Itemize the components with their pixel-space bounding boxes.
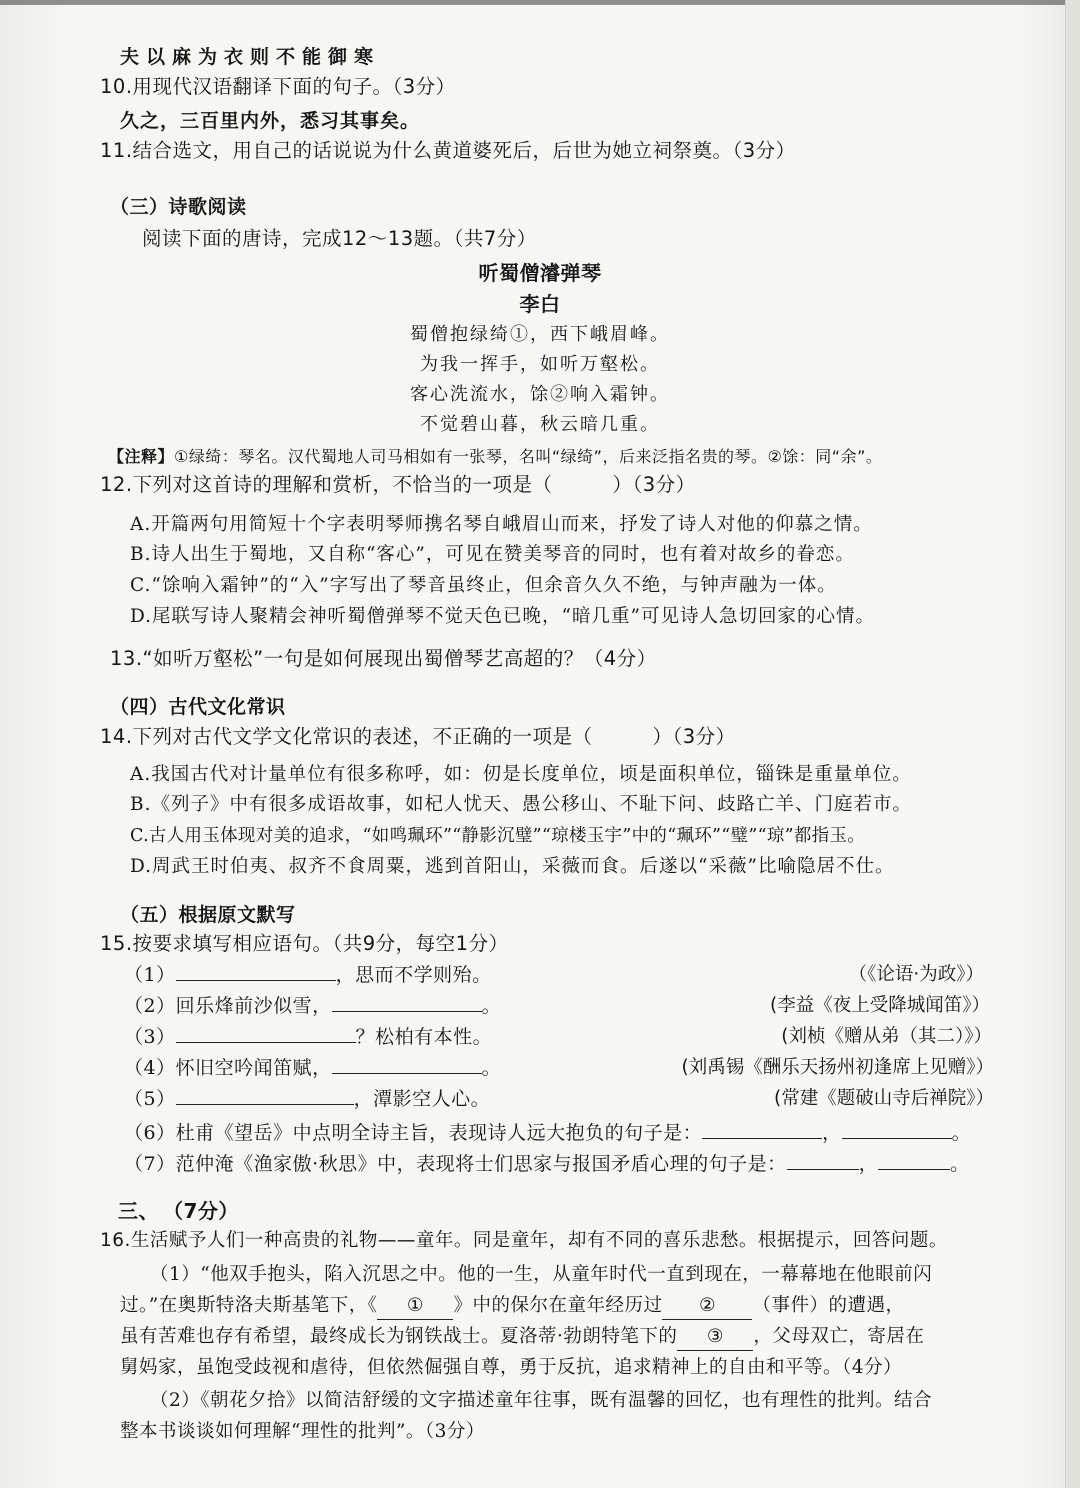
q16-text: 虽有苦难也存有希望，最终成长为钢铁战士。夏洛蒂·勃朗特笔下的 [120,1326,678,1347]
q15-prompt: 15.按要求填写相应语句。（共9分，每空1分） [100,932,509,955]
dictation-item-1 [124,962,492,988]
item-text: 。 [951,1122,972,1144]
poem-annotation [108,444,882,470]
answer-blank[interactable] [332,993,482,1012]
q16-part2-line1: （2）《朝花夕拾》以简洁舒缓的文字描述童年往事，既有温馨的回忆，也有理性的批判。结合 [150,1390,933,1411]
poem-line: 客心洗流水，馀②响入霜钟。 [410,384,670,405]
answer-blank[interactable] [176,962,336,981]
answer-blank-2[interactable]: ② [662,1293,752,1320]
item-number: （6） [124,1122,176,1144]
item-text: 回乐烽前沙似雪， [175,995,332,1017]
item-number: （5） [124,1088,176,1110]
answer-blank-1[interactable]: ① [377,1293,453,1320]
answer-blank[interactable] [878,1151,950,1170]
item-text: 范仲淹《渔家傲·秋思》中，表现将士们思家与报国矛盾心理的句子是： [175,1153,787,1175]
answer-blank[interactable] [787,1151,859,1170]
item-text: ，思而不学则殆。 [335,964,492,986]
item-text: 杜甫《望岳》中点明全诗主旨，表现诗人远大抱负的句子是： [175,1122,703,1144]
annotation-text: ①绿绮：琴名。汉代蜀地人司马相如有一张琴，名叫“绿绮”，后来泛指名贵的琴。②馀：同“余”。 [174,447,883,466]
item-text: ， [858,1153,879,1175]
section-3-heading [118,1198,239,1224]
poem-line: 不觉碧山暮，秋云暗几重。 [420,414,660,435]
q16-text: 过。”在奥斯特洛夫斯基笔下，《 [120,1295,378,1316]
section-dictation-heading: （五）根据原文默写 [120,904,296,926]
q14-option-d: D.周武王时伯夷、叔齐不食周粟，逃到首阳山，采薇而食。后遂以“采薇”比喻隐居不仕。 [130,856,895,877]
answer-blank[interactable] [332,1055,482,1074]
section-culture-heading: （四）古代文化常识 [110,696,286,718]
q16-part1-line2 [120,1293,905,1320]
q12-prompt: 12.下列对这首诗的理解和赏析，不恰当的一项是（ ）（3分） [100,473,696,496]
q12-option-c: C.“馀响入霜钟”的“入”字写出了琴音虽终止，但余音久久不绝，与钟声融为一体。 [130,575,837,596]
q14-option-b: B.《列子》中有很多成语故事，如杞人忧天、愚公移山、不耻下问、歧路亡羊、门庭若市。 [130,794,912,815]
item-text: 。 [481,1057,502,1079]
q16-part1-line4: 舅妈家，虽饱受歧视和虐待，但依然倔强自尊，勇于反抗，追求精神上的自由和平等。（4分） [120,1357,903,1378]
item-text: 。 [950,1153,970,1175]
q10-prompt: 10.用现代汉语翻译下面的句子。（3分） [100,75,456,98]
poem-title: 听蜀僧濬弹琴 [478,261,602,285]
annotation-label: 【注释】 [108,447,175,466]
q12-option-b: B.诗人出生于蜀地，又自称“客心”，可见在赞美琴音的同时，也有着对故乡的眷恋。 [130,544,855,565]
q14-option-c: C.古人用玉体现对美的追求，“如鸣珮环”“静影沉璧”“琼楼玉宇”中的“珮环”“璧”“琼”都指玉。 [130,826,866,846]
item-number: （1） [124,964,176,986]
dictation-item-3 [124,1024,492,1050]
item-number: （3） [124,1026,176,1048]
poem-author: 李白 [519,292,561,316]
dictation-item-7 [124,1151,970,1177]
dictation-item-5 [124,1086,490,1112]
item-text: 怀旧空吟闻笛赋， [175,1057,332,1079]
item-text: ？松柏有本性。 [355,1026,493,1048]
item-number: （7） [124,1153,176,1175]
poetry-intro: 阅读下面的唐诗，完成12～13题。（共7分） [142,227,537,250]
dictation-source-2: (李益《夜上受降城闻笛》） [770,995,990,1016]
section-3-number: 三、 [118,1199,159,1223]
answer-blank[interactable] [702,1120,822,1139]
scan-top-edge [0,0,1080,5]
dictation-source-1: （《论语·为政》） [848,964,984,985]
q16-text: ，父母双亡，寄居在 [753,1326,925,1347]
item-text: 。 [481,995,502,1017]
q16-part1-line1: （1）“他双手抱头，陷入沉思之中。他的一生，从童年时代一直到现在，一幕幕地在他眼前闪 [150,1264,933,1285]
item-text: ， [822,1122,842,1144]
dictation-item-4 [124,1055,501,1081]
q16-text: 》中的保尔在童年经历过 [453,1295,663,1316]
answer-blank[interactable] [176,1086,354,1105]
classical-excerpt-line: 夫以麻为衣则不能御寒 [120,46,381,68]
dictation-source-5: (常建《题破山寺后禅院》） [774,1088,994,1109]
q10-sentence: 久之，三百里内外，悉习其事矣。 [120,110,421,132]
item-number: （2） [124,995,176,1017]
dictation-source-4: (刘禹锡《酬乐天扬州初逢席上见赠》） [681,1057,994,1078]
q14-option-a: A.我国古代对计量单位有很多称呼，如：仞是长度单位，顷是面积单位，锱铢是重量单位。 [130,764,912,785]
q12-option-d: D.尾联写诗人聚精会神听蜀僧弹琴不觉天色已晚，“暗几重”可见诗人急切回家的心情。 [130,606,875,627]
item-number: （4） [124,1057,176,1079]
q13-prompt: 13.“如听万壑松”一句是如何展现出蜀僧琴艺高超的？（4分） [110,647,657,670]
scan-right-edge [1065,0,1080,1488]
section-3-score: （7分） [173,1199,239,1223]
q11-prompt: 11.结合选文，用自己的话说说为什么黄道婆死后，后世为她立祠祭奠。（3分） [100,139,796,162]
section-poetry-heading: （三）诗歌阅读 [110,196,247,218]
poem-line: 蜀僧抱绿绮①，西下峨眉峰。 [410,324,670,345]
answer-blank-3[interactable]: ③ [677,1324,753,1351]
answer-blank[interactable] [176,1024,356,1043]
q16-prompt: 16.生活赋予人们一种高贵的礼物——童年。同是童年，却有不同的喜乐悲愁。根据提示，回答问题。 [100,1230,948,1251]
q16-part1-line3 [120,1324,924,1351]
item-text: ，潭影空人心。 [353,1088,491,1110]
q14-prompt: 14.下列对古代文学文化常识的表述，不正确的一项是（ ）（3分） [100,725,736,748]
q12-option-a: A.开篇两句用简短十个字表明琴师携名琴自峨眉山而来，抒发了诗人对他的仰慕之情。 [130,514,873,535]
dictation-item-2 [124,993,501,1019]
q16-part2-line2: 整本书谈谈如何理解“理性的批判”。（3分） [120,1421,485,1442]
answer-blank[interactable] [842,1120,952,1139]
q16-text: （事件）的遭遇， [752,1295,905,1316]
dictation-source-3: (刘桢《赠从弟（其二）》） [781,1026,992,1047]
dictation-item-6 [124,1120,971,1146]
poem-line: 为我一挥手，如听万壑松。 [420,354,660,375]
